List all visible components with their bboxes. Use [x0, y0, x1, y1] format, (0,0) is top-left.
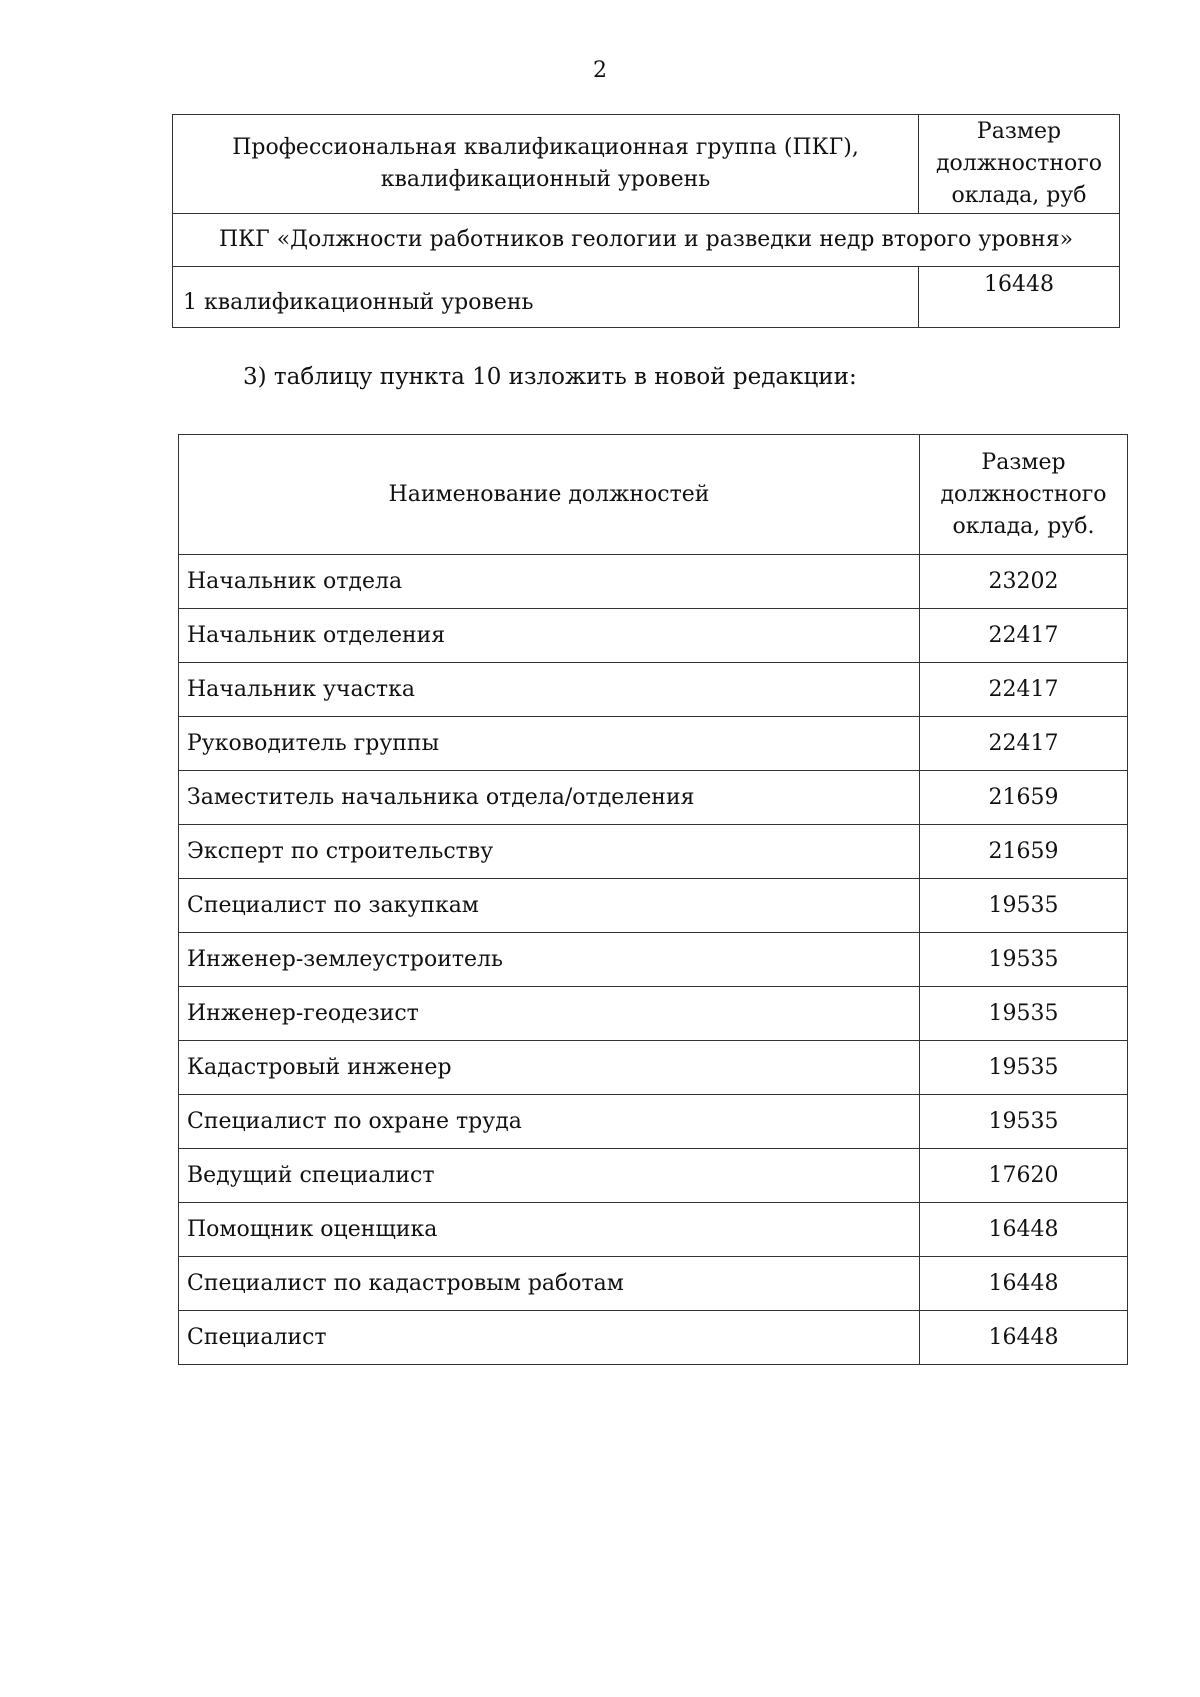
table-row	[179, 771, 1128, 825]
salary-value: 19535	[920, 987, 1128, 1041]
position-name: Начальник участка	[179, 663, 920, 717]
header-group-level	[173, 115, 919, 214]
salary-value: 19535	[920, 1041, 1128, 1095]
header-salary-line1: Размер	[976, 119, 1062, 144]
table-row	[179, 717, 1128, 771]
position-name: Руководитель группы	[179, 717, 920, 771]
header-salary-line3: оклада, руб.	[952, 513, 1095, 539]
salary-value: 19535	[920, 879, 1128, 933]
salary-value: 22417	[920, 717, 1128, 771]
table-row	[173, 267, 1120, 328]
table-row	[179, 987, 1128, 1041]
positions-table	[178, 434, 1128, 1365]
table-row	[179, 1041, 1128, 1095]
salary-value: 16448	[920, 1311, 1128, 1365]
table-row	[179, 1257, 1128, 1311]
position-name: Начальник отделения	[179, 609, 920, 663]
salary-value: 19535	[920, 1095, 1128, 1149]
position-name: Кадастровый инженер	[179, 1041, 920, 1095]
position-name: Помощник оценщика	[179, 1203, 920, 1257]
header-salary-line2: должностного	[935, 151, 1103, 176]
table-row	[179, 555, 1128, 609]
salary-value: 21659	[920, 825, 1128, 879]
group-title: ПКГ «Должности работников геологии и разведки недр второго уровня»	[173, 214, 1120, 267]
table-row	[179, 825, 1128, 879]
position-name: Специалист по кадастровым работам	[179, 1257, 920, 1311]
position-name: Начальник отдела	[179, 555, 920, 609]
position-name: Инженер-геодезист	[179, 987, 920, 1041]
position-name: Ведущий специалист	[179, 1149, 920, 1203]
salary-value: 19535	[920, 933, 1128, 987]
salary-value: 17620	[920, 1149, 1128, 1203]
table-row	[179, 609, 1128, 663]
position-name: Инженер-землеустроитель	[179, 933, 920, 987]
table-row	[179, 663, 1128, 717]
table-row	[179, 1149, 1128, 1203]
qualification-group-table	[172, 114, 1120, 328]
group-row	[173, 214, 1120, 267]
header-salary-line3: оклада, руб	[951, 183, 1087, 208]
position-name: Специалист по закупкам	[179, 879, 920, 933]
table-row	[179, 1311, 1128, 1365]
header-group-level-line1: Профессиональная квалификационная группа (ПКГ),	[232, 135, 859, 160]
header-salary	[920, 435, 1128, 555]
salary-value: 23202	[920, 555, 1128, 609]
salary-value: 21659	[920, 771, 1128, 825]
position-name: Специалист	[179, 1311, 920, 1365]
intro-paragraph: 3) таблицу пункта 10 изложить в новой редакции:	[243, 364, 857, 390]
salary-value: 22417	[920, 609, 1128, 663]
table-row	[179, 933, 1128, 987]
header-salary-line1: Размер	[981, 449, 1066, 475]
header-position-name: Наименование должностей	[179, 435, 920, 555]
page-number: 2	[593, 58, 607, 83]
salary-value: 16448	[920, 1257, 1128, 1311]
level-label: 1 квалификационный уровень	[173, 267, 919, 328]
table-row	[179, 1203, 1128, 1257]
salary-value: 22417	[920, 663, 1128, 717]
table-header-row	[173, 115, 1120, 214]
header-salary	[919, 115, 1120, 214]
table-header-row	[179, 435, 1128, 555]
table-row	[179, 1095, 1128, 1149]
position-name: Эксперт по строительству	[179, 825, 920, 879]
position-name: Заместитель начальника отдела/отделения	[179, 771, 920, 825]
header-group-level-line2: квалификационный уровень	[380, 167, 711, 192]
table-row	[179, 879, 1128, 933]
header-salary-line2: должностного	[940, 481, 1107, 507]
salary-value: 16448	[920, 1203, 1128, 1257]
level-value: 16448	[919, 267, 1120, 328]
position-name: Специалист по охране труда	[179, 1095, 920, 1149]
